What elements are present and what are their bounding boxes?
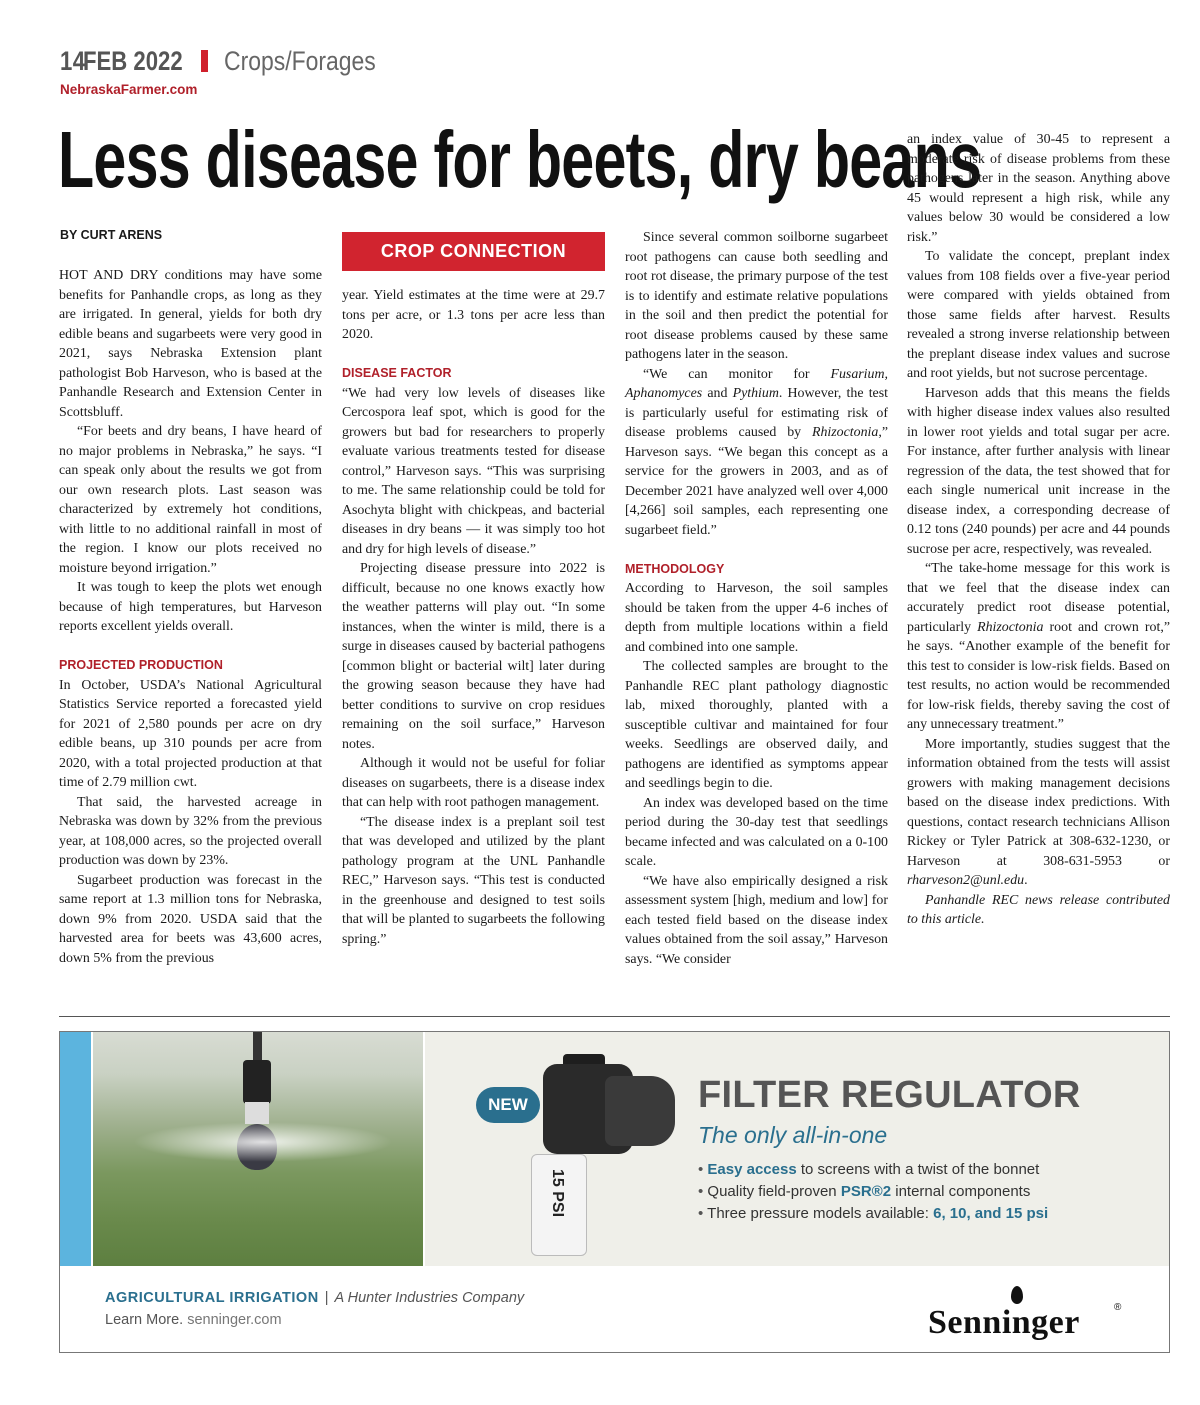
page-number: 14 [60,46,86,76]
crop-connection-banner: CROP CONNECTION [342,232,605,271]
section-name: Crops/Forages [223,46,376,76]
column-3 [625,228,888,969]
paragraph: “The disease index is a preplant soil test that was developed and utilized by the plant pathology program at the UNL Panhandle REC,” Harveson says. “This test is conducted in the greenhouse and designed to test soils that will be planted to sugarbeets the following spring.” [342,814,605,947]
feature-highlight: Easy access [707,1161,797,1178]
feature-item [698,1159,1048,1181]
feature-highlight: PSR®2 [840,1183,892,1200]
paragraph [907,735,1170,891]
feature-text: Quality field-proven [707,1183,841,1200]
paragraph: That said, the harvested acreage in Nebraska was down by 32% from the previous year, at 108,000 acres, so the projected overall production was down by 23%. [59,794,322,868]
brand-tag: AGRICULTURAL IRRIGATION [105,1290,319,1306]
sprinkler-photo [93,1032,423,1266]
ad-feature-list [698,1159,1048,1225]
ad-title: FILTER REGULATOR [698,1074,1081,1116]
paragraph: Although it would not be useful for foliar diseases on sugarbeets, there is a disease index that can help with root pathogen management. [342,756,605,810]
ad-accent-stripe [60,1032,91,1266]
paragraph: According to Harveson, the soil samples should be taken from the upper 4-6 inches of depth from multiple locations within a field and combined into one sample. [625,581,888,655]
text-run: “We can monitor for [643,366,831,382]
logo-wordmark: Senninger [928,1304,1080,1341]
water-spray [133,1122,393,1162]
byline: BY CURT ARENS [60,228,163,242]
registered-mark: ® [1114,1302,1122,1313]
feature-text: to screens with a twist of the bonnet [796,1161,1040,1178]
senninger-logo [928,1290,1128,1340]
ad-divider [59,1016,1170,1017]
ad-product-panel [425,1032,1170,1266]
feature-highlight: 6, 10, and 15 psi [933,1205,1049,1222]
paragraph: In October, USDA’s National Agricultural Statistics Service reported a forecasted yield for 2021 of 2,580 pounds per acre on dry edible beans, up 310 pounds per acre from 2020, with a total projected production at that time of 2.79 million cwt. [59,677,322,790]
paragraph: It was tough to keep the plots wet enough because of high temperatures, but Harveson reports excellent yields overall. [59,580,322,634]
paragraph [907,559,1170,735]
sprinkler-head [243,1060,271,1104]
text-run: . [1024,873,1028,888]
feature-item [698,1203,1048,1225]
paragraph: Sugarbeet production was forecast in the same report at 1.3 million tons for Nebraska, down 9% from 2020. USDA said that the harvested area for beets was 43,600 acres, down 5% from the previous [59,872,322,966]
product-bonnet [605,1076,675,1146]
credit-line [907,891,1170,930]
subhead-projected-production: PROJECTED PRODUCTION [59,658,223,672]
filter-regulator-product-image [515,1054,665,1254]
feature-text: internal components [891,1183,1031,1200]
brand-line [105,1290,524,1306]
text-run: and [702,386,733,401]
paragraph: Projecting disease pressure into 2022 is difficult, because no one knows exactly how the weather patterns will play out. “In some instances, when the winter is mild, there is a surge in diseases caused by bacterial pathogens [common blight or bacterial wilt] later during the growing season because they have had better conditions to survive on crop residues remaining on the soil surface,” Harveson notes. [342,561,605,752]
italic-run: Rhizoctonia [977,619,1044,635]
parent-company: A Hunter Industries Company [334,1290,525,1306]
paragraph [625,365,888,541]
italic-run: Fusarium, Aphanomyces [625,366,888,401]
brand-separator: | [324,1290,329,1306]
text-run: root and crown rot,” he says. “Another example of the benefit for this test to consider is low-risk fields. Based on test results, no action would be recommended for low-risk fields, thereby saving the cost of any unnecessary treatment.” [907,619,1171,732]
paragraph: An index was developed based on the time period during the 30-day test that seedlings became infected and was calculated on a 0-100 scale. [625,795,888,869]
paragraph: “We had very low levels of diseases like Cercospora leaf spot, which is good for the growers but bad for researchers to properly evaluate various treatments tested for disease control,” Harveson says. “This was surprising to me. The same relationship could be told for Asochyta blight with chickpeas, and bacterial diseases in dry beans — it was simply too hot and dry for high levels of disease.” [342,385,605,557]
text-run: ,” Harveson says. “We began this concept as a service for the growers in 2003, and as of December 2021 have analyzed well over 4,000 [4,266] soil samples, each representing one sugarbeet field.” [625,425,888,538]
paragraph: “We have also empirically designed a risk assessment system [high, medium and low] for each tested field based on the disease index values obtained from the soil assay,” Harveson says. “We consider [625,873,888,967]
text-run: More importantly, studies suggest that the information obtained from the tests will assist growers with making management decisions based on the disease index predictions. With questions, contact research technicians Allison Rickey or Tyler Patrick at 308-632-1230, or Harveson at 308-631-5953 or [907,736,1170,869]
subhead-disease-factor: DISEASE FACTOR [342,366,452,380]
column-1 [59,266,322,968]
product-psi-label: 15 PSI [549,1168,567,1218]
paragraph: year. Yield estimates at the time were at 29.7 tons per acre, or 1.3 tons per acre less than 2020. [342,288,605,342]
header-divider [201,50,208,72]
ad-url[interactable]: senninger.com [187,1312,282,1328]
paragraph: “For beets and dry beans, I have heard of no major problems in Nebraska,” he says. “I can speak only about the results we got from our own research plots. Last season was characterized by extremely hot conditions, with little to no additional rainfall in most of the region. I know our plots received no moisture beyond irrigation.” [59,424,322,576]
paragraph: Harveson adds that this means the fields with higher disease index values also resulted in lower root yields and total sugar per acre. For instance, after further analysis with linear regression of the data, the test showed that for each single numerical unit increase in the disease index, a corresponding decrease of 0.12 tons (240 pounds) per acre and 44 pounds sucrose per acre, respectively, was revealed. [907,385,1170,557]
credit-text: Panhandle REC news release contributed to this article. [907,892,1170,927]
learn-more-label: Learn More. [105,1312,184,1328]
sprinkler-pipe [253,1032,262,1062]
headline: Less disease for beets, dry beans [58,115,982,204]
subhead-methodology: METHODOLOGY [625,561,725,576]
paragraph: Since several common soilborne sugarbeet root pathogens can cause both seedling and root rot disease, the primary purpose of the test is to identify and estimate relative populations in the soil and then predict the potential for root disease problems caused by these same pathogens later in the season. [625,230,888,362]
text-run: . However, the test is particularly useful for estimating risk of disease problems caused by [625,386,888,440]
italic-run: Pythium [732,386,779,401]
learn-more[interactable] [105,1312,282,1328]
feature-text: Three pressure models available: [707,1205,934,1222]
paragraph: an index value of 30-45 to represent a moderate risk of disease problems from these pathogens later in the season. Anything above 45 would represent a high risk, while any values below 30 would be considered a low risk.” [907,132,1170,245]
site-url[interactable]: NebraskaFarmer.com [60,82,198,97]
column-2 [342,286,605,949]
ad-footer [60,1266,1170,1353]
page-header [60,44,402,78]
water-drop-icon [1011,1286,1023,1304]
email-link[interactable]: rharveson2@unl.edu [907,873,1025,888]
advertisement[interactable] [59,1031,1170,1353]
sprinkler-regulator [245,1102,269,1124]
paragraph: The collected samples are brought to the Panhandle REC plant pathology diagnostic lab, mixed thoroughly, planted with a susceptible cultivar and maintained for four weeks. Seedlings are observed daily, and pathogens are identified as symptoms appear and seedlings begin to die. [625,659,888,791]
paragraph: To validate the concept, preplant index values from 108 fields over a five-year period were compared with yields obtained from those same fields after harvest. Results revealed a strong inverse relationship between the preplant disease index values and sucrose and root yields, but not sucrose percentage. [907,249,1170,381]
italic-run: Rhizoctonia [811,425,879,440]
feature-item [698,1181,1048,1203]
issue-date: FEB 2022 [83,46,183,76]
ad-subtitle: The only all-in-one [698,1122,888,1148]
text-run: “The take-home message for this work is that we feel that the disease index can accurately predict root disease potential, particularly [907,561,1170,635]
column-4 [907,130,1170,930]
paragraph: HOT AND DRY conditions may have some benefits for Panhandle crops, as long as they are irrigated. In general, yields for both dry edible beans and sugarbeets were very good in 2021, says Nebraska Extension plant pathologist Bob Harveson, who is based at the Panhandle Research and Extension Center in Scottsbluff. [59,268,322,420]
new-badge: NEW [476,1087,540,1123]
